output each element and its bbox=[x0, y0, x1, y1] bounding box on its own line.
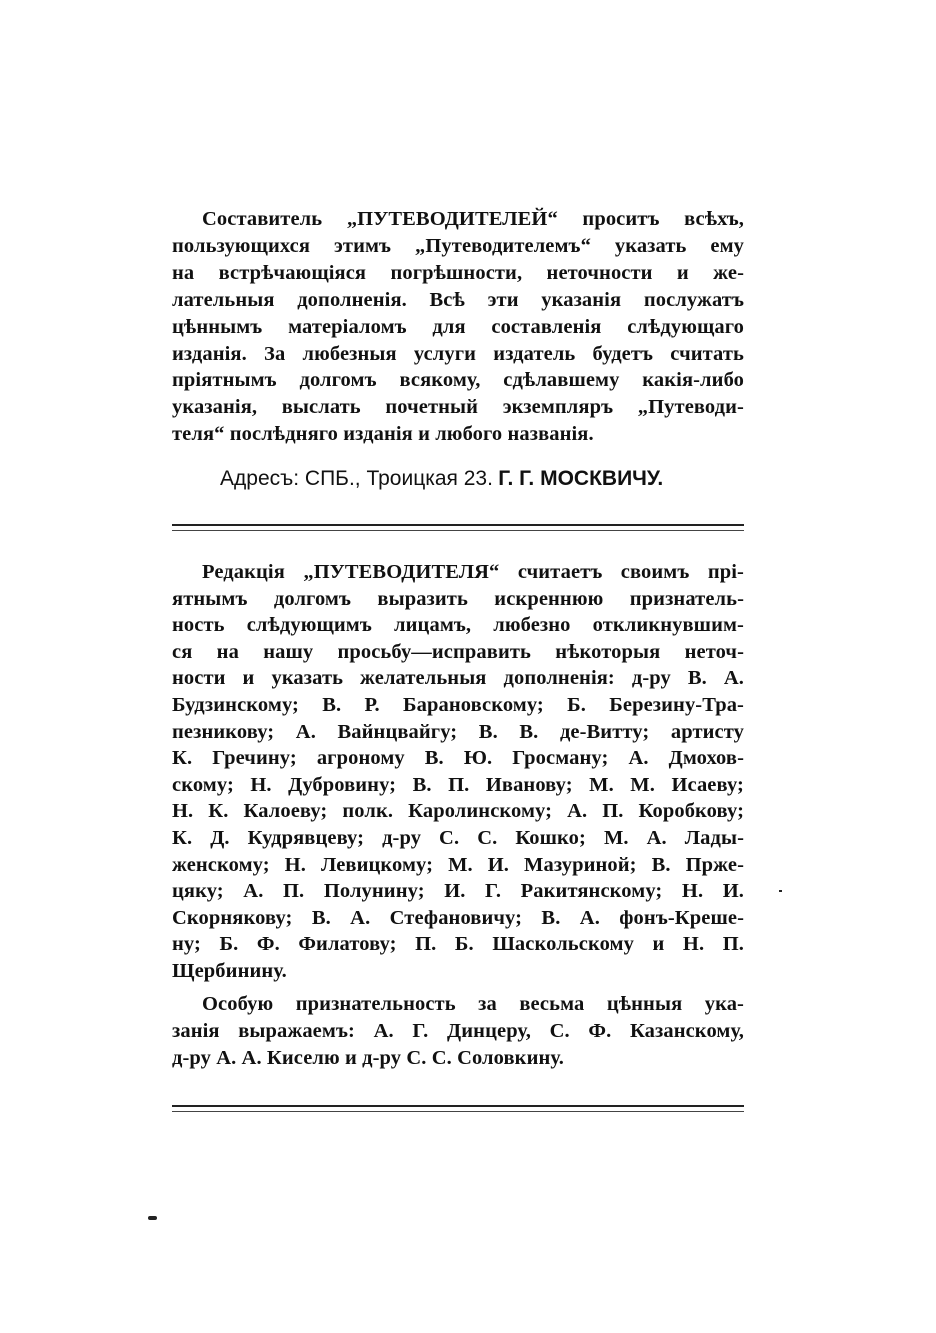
thanks-line-4: ся на нашу просьбу—исправить нѣкоторыя неточ- bbox=[172, 640, 744, 663]
thanks-line-6: Будзинскому; В. Р. Барановскому; Б. Березину-Тра- bbox=[172, 693, 744, 716]
special-line-1: Особую признательность за весьма цѣнныя ука- bbox=[202, 993, 744, 1015]
thanks-line-15: ну; Б. Ф. Филатову; П. Б. Шаскольскому и Н. П. bbox=[172, 933, 744, 956]
thanks-line-9: скому; Н. Дубровину; В. П. Иванову; М. М. Исаеву; bbox=[172, 773, 744, 796]
thanks-line-14: Скорнякову; В. А. Стефановичу; В. А. фонъ-Крешe- bbox=[172, 906, 744, 929]
special-line-3: д-ру А. А. Киселю и д-ру С. С. Соловкину. bbox=[172, 1047, 564, 1069]
notice-line-8: указанія, выслать почетный экземпляръ „Путеводи- bbox=[172, 396, 744, 419]
thanks-line-11: К. Д. Кудрявцеву; д-ру С. С. Кошко; М. А. Лады- bbox=[172, 826, 744, 849]
print-blemish bbox=[779, 890, 782, 892]
special-line-2: занія выражаемъ: А. Г. Динцеру, С. Ф. Казанскому, bbox=[172, 1020, 744, 1042]
thanks-line-5: ности и указать желательныя дополненія: д-ру В. А. bbox=[172, 667, 744, 690]
thanks-line-1: Редакція „ПУТЕВОДИТЕЛЯ“ считаетъ своимъ прі- bbox=[202, 561, 744, 583]
notice-line-2: пользующихся этимъ „Путеводителемъ“ указать ему bbox=[172, 234, 744, 257]
address-recipient: Г. Г. МОСКВИЧУ. bbox=[498, 467, 664, 490]
address-label: Адресъ: СПБ., Троицкая 23. bbox=[220, 467, 493, 490]
thanks-line-13: цяку; А. П. Полунину; И. Г. Ракитянскому; Н. И. bbox=[172, 880, 744, 903]
thanks-line-8: К. Гречину; агроному В. Ю. Гросману; А. Дмохов- bbox=[172, 747, 744, 770]
notice-line-4: лательныя дополненія. Всѣ эти указанія послужатъ bbox=[172, 288, 744, 311]
thanks-line-10: Н. К. Калоеву; полк. Каролинскому; А. П. Коробкову; bbox=[172, 800, 744, 823]
notice-line-7: пріятнымъ долгомъ всякому, сдѣлавшему какія-либо bbox=[172, 369, 744, 392]
divider-rule-upper bbox=[172, 524, 744, 526]
thanks-line-12: женскому; Н. Левицкому; М. И. Мазуриной; В. Прже- bbox=[172, 853, 744, 876]
divider-rule-upper-thin bbox=[172, 530, 744, 531]
notice-line-5: цѣннымъ матеріаломъ для составленія слѣдующаго bbox=[172, 315, 744, 338]
thanks-line-16: Щербинину. bbox=[172, 959, 287, 982]
special-thanks bbox=[172, 991, 744, 1072]
address-line bbox=[220, 466, 663, 491]
notice-line-6: изданія. За любезныя услуги издатель будетъ считать bbox=[172, 342, 744, 365]
notice-line-3: на встрѣчающіяся погрѣшности, неточности и же- bbox=[172, 261, 744, 284]
thanks-line-2: ятнымъ долгомъ выразить искреннюю признатель- bbox=[172, 587, 744, 610]
editorial-thanks bbox=[172, 559, 744, 985]
thanks-line-3: ность слѣдующимъ лицамъ, любезно откликнувшим- bbox=[172, 614, 744, 637]
divider-rule-lower-thin bbox=[172, 1111, 744, 1112]
notice-line-1: Составитель „ПУТЕВОДИТЕЛЕЙ“ проситъ всѣхъ, bbox=[202, 208, 744, 230]
compiler-notice bbox=[172, 206, 744, 448]
print-blemish bbox=[148, 1216, 157, 1220]
thanks-line-7: пезникову; А. Вайнцвайгу; В. В. де-Витту; артисту bbox=[172, 720, 744, 743]
divider-rule-lower bbox=[172, 1105, 744, 1107]
notice-line-9: теля“ послѣдняго изданія и любого названія. bbox=[172, 423, 594, 446]
